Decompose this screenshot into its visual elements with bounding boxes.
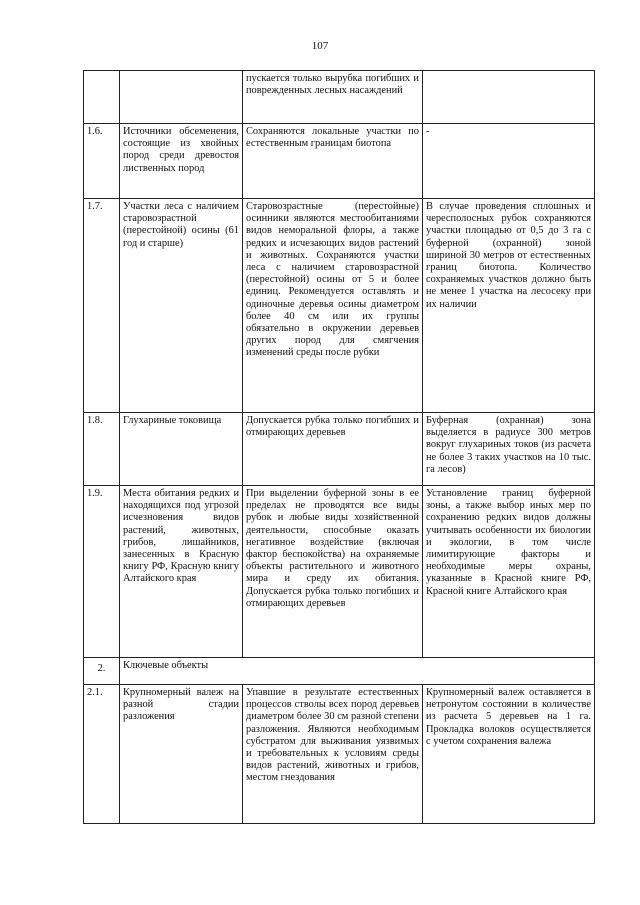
table-row bbox=[84, 124, 595, 199]
row-number-cell: 1.8. bbox=[84, 413, 120, 486]
object-cell bbox=[120, 71, 243, 124]
requirements-cell: Старовозрастные (перестойные) осинники являются местообитаниями видов неморальной флоры, а также редких и исчезающих видов растений и животных. Сохраняются участки леса с наличием старовозрастной (перестойной) осины от 5 и более единиц. Рекомендуется оставлять и одиночные деревья осины диаметром более 40 см или их группы обязательно в окружении деревьев других пород для смягчения изменений среды после рубки bbox=[243, 199, 423, 413]
section-title-cell: Ключевые объекты bbox=[120, 658, 595, 685]
page-number: 107 bbox=[311, 40, 329, 52]
row-number-cell: 1.9. bbox=[84, 486, 120, 658]
row-number-cell: 1.7. bbox=[84, 199, 120, 413]
measures-cell: - bbox=[423, 124, 595, 199]
table-row bbox=[84, 413, 595, 486]
object-cell: Участки леса с наличием старовозрастной (перестойной) осины (61 год и старше) bbox=[120, 199, 243, 413]
table-row bbox=[84, 685, 595, 824]
measures-cell: Установление границ буферной зоны, а также выбор иных мер по сохранению редких видов должны учитывать особенности их биологии и экологии, в том числе лимитирующие факторы и необходимые меры охраны, указанные в Красной книге РФ, Красной книге Алтайского края bbox=[423, 486, 595, 658]
object-cell: Крупномерный валеж на разной стадии разложения bbox=[120, 685, 243, 824]
measures-cell: Буферная (охранная) зона выделяется в радиусе 300 метров вокруг глухариных токов (из расчета не более 3 таких участков на 10 тыс. га лесов) bbox=[423, 413, 595, 486]
measures-cell bbox=[423, 71, 595, 124]
measures-cell: В случае проведения сплошных и чересполосных рубок сохраняются участки площадью от 0,5 до 3 га с буферной (охранной) зоной шириной 30 метров от естественных границ биотопа. Количество сохраняемых участков должно быть не менее 1 участка на лесосеку при их наличии bbox=[423, 199, 595, 413]
section-row bbox=[84, 658, 595, 685]
table-row bbox=[84, 199, 595, 413]
object-cell: Глухариные токовища bbox=[120, 413, 243, 486]
requirements-cell: Допускается рубка только погибших и отмирающих деревьев bbox=[243, 413, 423, 486]
requirements-cell: При выделении буферной зоны в ее пределах не проводятся все виды рубок и любые виды хозяйственной деятельности, способные оказать негативное воздействие (включая фактор беспокойства) на охраняемые объекты растительного и животного мира и среду их обитания. Допускается рубка только погибших и отмирающих деревьев bbox=[243, 486, 423, 658]
row-number-cell: 1.6. bbox=[84, 124, 120, 199]
requirements-cell: пускается только вырубка погибших и поврежденных лесных насаждений bbox=[243, 71, 423, 124]
document-table bbox=[83, 70, 595, 824]
requirements-cell: Упавшие в результате естественных процессов стволы всех пород деревьев диаметром более 30 см разной степени разложения. Являются необходимым субстратом для выживания уязвимых и требовательных к условиям среды видов растений, животных и грибов, местом гнездования bbox=[243, 685, 423, 824]
object-cell: Источники обсеменения, состоящие из хвойных пород среди древостоя лиственных пород bbox=[120, 124, 243, 199]
section-number-cell: 2. bbox=[84, 658, 120, 685]
table-row bbox=[84, 71, 595, 124]
requirements-cell: Сохраняются локальные участки по естественным границам биотопа bbox=[243, 124, 423, 199]
measures-cell: Крупномерный валеж оставляется в нетронутом состоянии в количестве из расчета 5 деревьев на 1 га. Прокладка волоков осуществляется с учетом сохранения валежа bbox=[423, 685, 595, 824]
row-number-cell bbox=[84, 71, 120, 124]
object-cell: Места обитания редких и находящихся под угрозой исчезновения видов растений, животных, грибов, лишайников, занесенных в Красную книгу РФ, Красную книгу Алтайского края bbox=[120, 486, 243, 658]
row-number-cell: 2.1. bbox=[84, 685, 120, 824]
table-row bbox=[84, 486, 595, 658]
